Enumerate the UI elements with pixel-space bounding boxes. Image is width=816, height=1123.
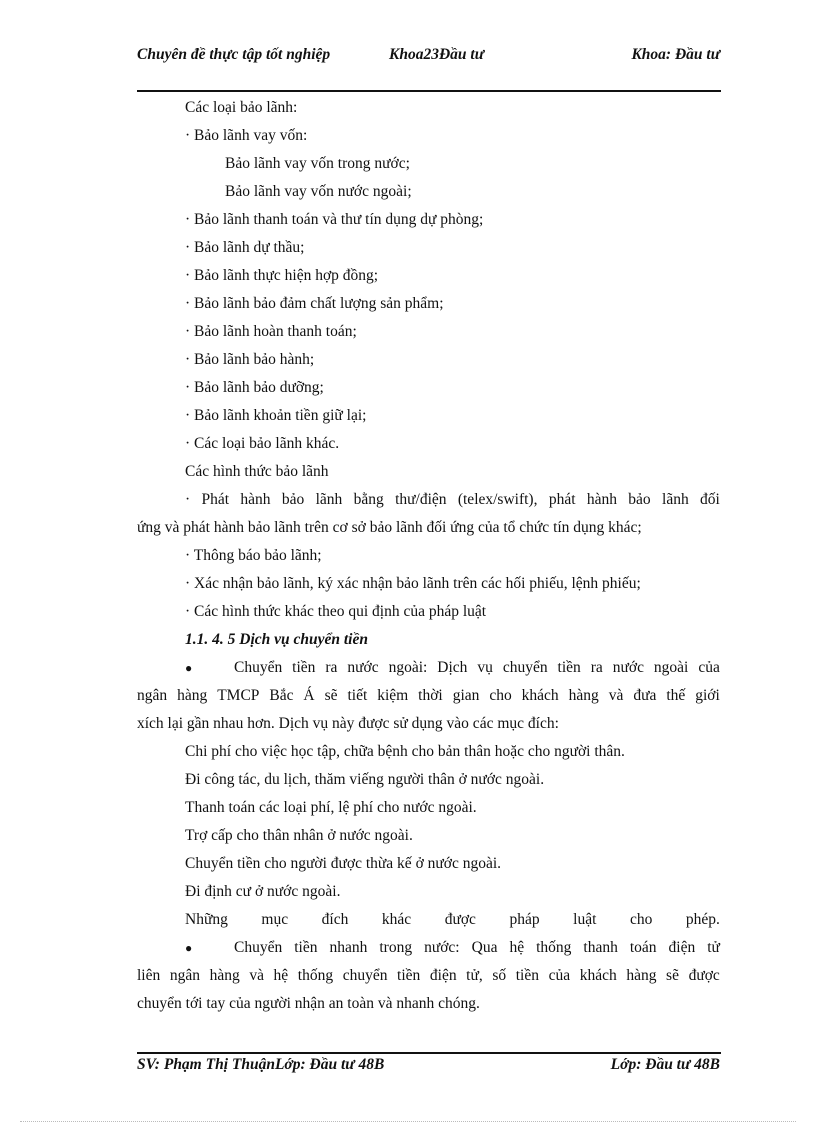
word: đích: [321, 911, 349, 928]
word: thanh: [583, 939, 618, 956]
paragraph-line: Thanh toán các loại phí, lệ phí cho nước ngoài.: [185, 799, 477, 816]
word: và: [249, 967, 264, 984]
word: hàng: [626, 967, 657, 984]
bullet-dot-icon: ●: [185, 941, 193, 955]
word: sẽ: [666, 967, 679, 984]
bullet-dot-icon: ●: [185, 661, 193, 675]
paragraph-line: · Bảo lãnh vay vốn:: [185, 127, 308, 144]
page-footer: [137, 1056, 720, 1080]
word: và: [608, 687, 624, 704]
paragraph-line: Chuyển tiền cho người được thừa kế ở nước ngoài.: [185, 855, 502, 872]
bullet-item: [137, 934, 720, 962]
word: tiền: [557, 659, 581, 676]
paragraph-line-justified: [137, 906, 720, 934]
word: của: [698, 659, 720, 676]
word: ngân: [169, 967, 200, 984]
footer-class: Lớp: Đầu tư 48B: [610, 1056, 720, 1073]
paragraph-line: Bảo lãnh vay vốn trong nước;: [225, 155, 410, 172]
word: được: [688, 967, 720, 984]
paragraph-line: · Bảo lãnh thanh toán và thư tín dụng dự phòng;: [185, 211, 484, 228]
word: tử: [707, 939, 720, 956]
word: TMCP: [217, 687, 260, 704]
paragraph-line-justified: [137, 962, 720, 990]
word: gian: [452, 687, 480, 704]
word: ngoài:: [388, 659, 428, 676]
word: tiền: [292, 659, 316, 676]
word: đưa: [633, 687, 657, 704]
paragraph-line: chuyển tới tay của người nhận an toàn và nhanh chóng.: [137, 995, 480, 1012]
word: cho: [489, 687, 512, 704]
word: thống: [297, 967, 334, 984]
word: được: [444, 911, 476, 928]
paragraph-line: · Bảo lãnh bảo đảm chất lượng sản phẩm;: [185, 295, 444, 312]
word: nước: [347, 659, 379, 676]
paragraph-line: Đi công tác, du lịch, thăm viếng người thân ở nước ngoài.: [185, 771, 545, 788]
word: nhanh: [329, 939, 368, 956]
word: hàng: [568, 687, 599, 704]
word: khách: [579, 967, 617, 984]
word: Phát: [201, 491, 230, 508]
paragraph-line: Các loại bảo lãnh:: [185, 99, 298, 116]
paragraph-line: · Bảo lãnh bảo hành;: [185, 351, 315, 368]
word: cho: [629, 911, 653, 928]
word: ra: [325, 659, 338, 676]
word: hệ: [509, 939, 525, 956]
header-rule: [137, 90, 721, 92]
paragraph-line: Chi phí cho việc học tập, chữa bệnh cho bản thân hoặc cho người thân.: [185, 743, 625, 760]
word: lãnh: [315, 491, 343, 508]
bullet-text: [137, 934, 720, 962]
word: bảo: [628, 491, 651, 508]
word: pháp: [509, 911, 540, 928]
paragraph-line: · Xác nhận bảo lãnh, ký xác nhận bảo lãnh trên các hối phiếu, lệnh phiếu;: [185, 575, 641, 592]
word: tiết: [347, 687, 368, 704]
word: lãnh: [662, 491, 689, 508]
paragraph-line: Bảo lãnh vay vốn nước ngoài;: [225, 183, 412, 200]
word: kiệm: [377, 687, 409, 704]
word: sẽ: [324, 687, 338, 704]
paragraph-line: xích lại gần nhau hơn. Dịch vụ này được sử dụng vào các mục đích:: [137, 715, 559, 732]
paragraph-line-justified: [137, 486, 720, 514]
paragraph-line: · Bảo lãnh thực hiện hợp đồng;: [185, 267, 379, 284]
word: hàng: [177, 687, 208, 704]
word: luật: [573, 911, 597, 928]
word: nước:: [424, 939, 460, 956]
word: đối: [700, 491, 720, 508]
word: khách: [521, 687, 559, 704]
word: Chuyển: [234, 939, 283, 956]
word: tiền: [397, 967, 421, 984]
word: Chuyển: [234, 659, 283, 676]
header-document-title: Chuyên đề thực tập tốt nghiệp: [137, 46, 331, 63]
word: chuyển: [502, 659, 548, 676]
word: bảo: [281, 491, 305, 508]
paragraph-line: · Bảo lãnh hoàn thanh toán;: [185, 323, 357, 340]
word: hệ: [273, 967, 289, 984]
word: tiền: [294, 939, 318, 956]
word: hành: [586, 491, 617, 508]
word: ngân: [137, 687, 168, 704]
page-header: [137, 46, 720, 70]
section-heading: 1.1. 4. 5 Dịch vụ chuyển tiền: [185, 631, 368, 648]
word: thư/điện: [395, 491, 447, 508]
word: tiền: [515, 967, 539, 984]
header-department-code: Khoa23Đầu tư: [389, 46, 484, 63]
word: Dịch: [437, 659, 468, 676]
word: hàng: [209, 967, 240, 984]
paragraph-line: · Bảo lãnh khoản tiền giữ lại;: [185, 407, 367, 424]
paragraph-line-justified: [137, 682, 720, 710]
paragraph-line: · Các loại bảo lãnh khác.: [185, 435, 340, 452]
paragraph-line: · Thông báo bảo lãnh;: [185, 547, 322, 564]
paragraph-line: · Bảo lãnh bảo dưỡng;: [185, 379, 324, 396]
word: mục: [261, 911, 289, 928]
page-bottom-border: [20, 1121, 796, 1122]
word: vụ: [477, 659, 493, 676]
word: hành: [240, 491, 271, 508]
paragraph-line: · Bảo lãnh dự thầu;: [185, 239, 305, 256]
paragraph-line: · Các hình thức khác theo qui định của pháp luật: [185, 603, 487, 620]
word: thế: [666, 687, 686, 704]
word: toán: [629, 939, 657, 956]
paragraph-line: ứng và phát hành bảo lãnh trên cơ sở bảo lãnh đối ứng của tổ chức tín dụng khác;: [137, 519, 642, 536]
bullet-item: [137, 654, 720, 682]
word: Qua: [471, 939, 498, 956]
word: nước: [612, 659, 644, 676]
footer-rule: [137, 1052, 721, 1054]
paragraph-line: Các hình thức bảo lãnh: [185, 463, 329, 480]
word: khác: [381, 911, 412, 928]
paragraph-line: Đi định cư ở nước ngoài.: [185, 883, 341, 900]
word: Bắc: [269, 687, 294, 704]
word: điện: [668, 939, 696, 956]
word: số: [492, 967, 507, 984]
document-body: [137, 94, 720, 1018]
word: ngoài: [653, 659, 689, 676]
word: phát: [548, 491, 576, 508]
word: phép.: [685, 911, 720, 928]
word: điện: [429, 967, 457, 984]
word: chuyển: [342, 967, 388, 984]
footer-student-info: SV: Phạm Thị ThuậnLớp: Đầu tư 48B: [137, 1056, 385, 1073]
bullet-text: [137, 654, 720, 682]
word: giới: [695, 687, 720, 704]
word: thời: [418, 687, 443, 704]
word: liên: [137, 967, 161, 984]
word: ra: [590, 659, 603, 676]
header-faculty: Khoa: Đầu tư: [631, 46, 720, 63]
word: (telex/swift),: [457, 491, 538, 508]
word: ·: [185, 491, 191, 508]
word: trong: [379, 939, 413, 956]
word: của: [548, 967, 571, 984]
word: tử,: [466, 967, 483, 984]
word: Á: [303, 687, 315, 704]
word: bằng: [353, 491, 384, 508]
paragraph-line: Trợ cấp cho thân nhân ở nước ngoài.: [185, 827, 413, 844]
word: Những: [185, 911, 228, 928]
word: thống: [536, 939, 572, 956]
